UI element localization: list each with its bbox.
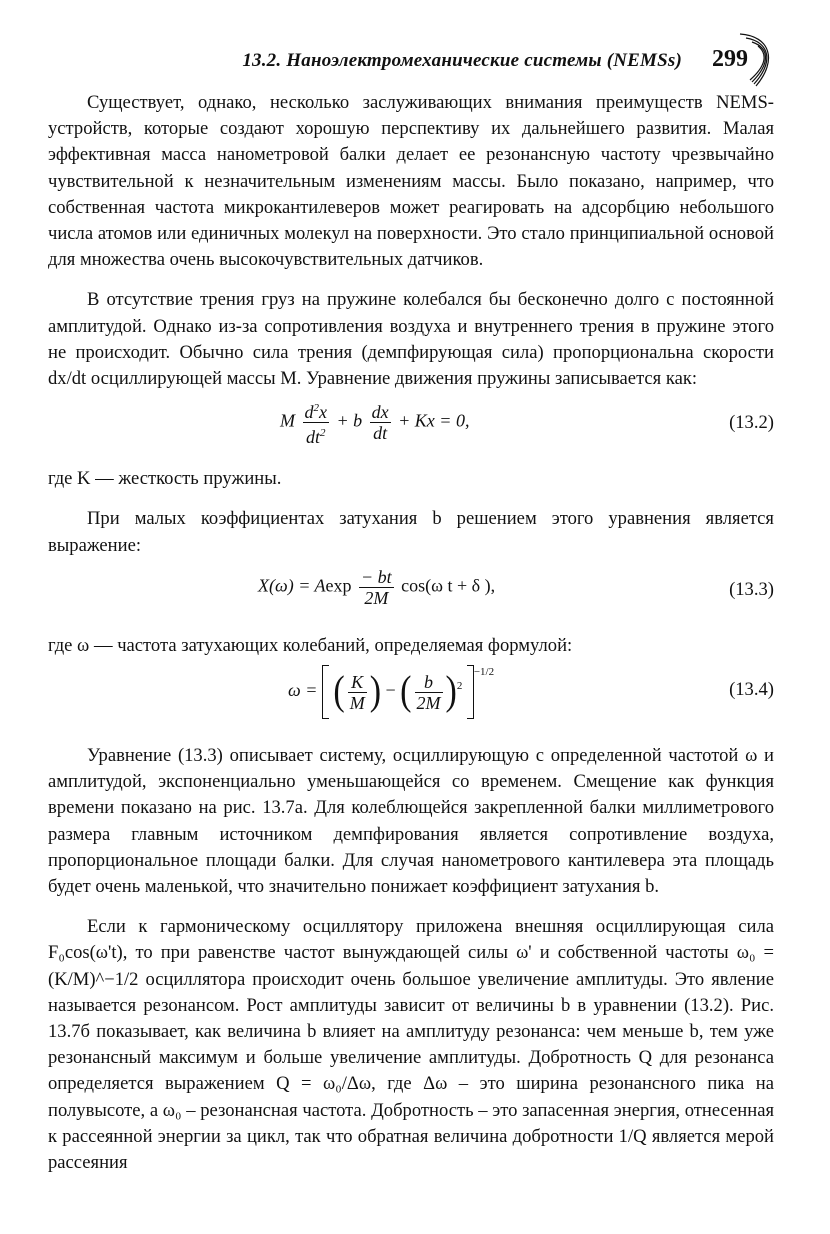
equation-13-3: X(ω) = Aexp $\frac{- bt}{2M}$ cos(ω t + δ ), (13.3) <box>258 566 774 608</box>
page-number: 299 <box>712 46 748 72</box>
paragraph-4: При малых коэффициентах затухания b решением этого уравнения является выражение: <box>48 508 774 556</box>
equation-number: (13.4) <box>729 679 774 701</box>
paragraph-2: В отсутствие трения груз на пружине колебался бы бесконечно долго с постоянной амплитудой. Однако из-за сопротивления воздуха и внутреннего трения в пружине этого не происходит. Обычно сила трения (демпфирующая сила) пропорциональна скорости dx/dt осциллирующей массы M. Уравнение движения пружины записывается как: <box>48 289 774 390</box>
paragraph-7: Если к гармоническому осциллятору приложена внешняя осциллирующая сила F₀cos(ω't), то при равенстве частот вынуждающей силы ω' и собственной частоты ω₀ = (K/M)^−1/2 осциллятора происходит очень большое увеличение амплитуды. Это явление называется резонансом. Рост амплитуды зависит от величины b в уравнении (13.2). Рис. 13.7б показывает, как величина b влияет на амплитуду резонанса: чем меньше b, тем уже резонансный максимум и больше увеличение амплитуды. Добротность Q для резонанса определяется выражением Q = ω₀/Δω, где Δω – это ширина резонансного пика на полувысоте, а ω₀ – резонансная частота. Добротность – это запасенная энергия, отнесенная к рассеянной энергии за цикл, так что обратная величина добротности 1/Q является мерой рассеяния <box>48 916 774 1174</box>
equation-number: (13.2) <box>729 412 774 434</box>
paragraph-5: где ω — частота затухающих колебаний, определяемая формулой: <box>48 634 573 656</box>
chapter-section-title: 13.2. Наноэлектромеханические системы (NEMSs) <box>242 50 682 71</box>
running-header <box>48 30 774 90</box>
paragraph-1: Существует, однако, несколько заслуживающих внимания преимуществ NEMS-устройств, которые создают хорошую перспективу их дальнейшего развития. Малая эффективная масса нанометровой балки делает ее резонансную частоту чрезвычайно чувствительной к незначительным изменениям массы. Было показано, например, что собственная частота микрокантилеверов может реагировать на адсорбцию небольшого числа атомов или единичных молекул на поверхности. Это стало принципиальной основой для множества очень высокочувствительных датчиков. <box>48 92 774 271</box>
page <box>48 30 774 1176</box>
paragraph-3: где K — жесткость пружины. <box>48 468 282 490</box>
paragraph-6: Уравнение (13.3) описывает систему, осциллирующую с определенной частотой ω и амплитудой, экспоненциально уменьшающейся со временем. Смещение как функция времени показано на рис. 13.7а. Для колеблющейся закрепленной балки миллиметрового размера главным источником демпфирования является сопротивление воздуха, пропорциональное площади балки. Для случая нанометрового кантилевера эта площадь будет очень маленькой, что значительно понижает коэффициент затухания b. <box>48 745 774 898</box>
page-corner-swirl-icon <box>730 30 782 90</box>
equation-13-4: ω = ( $\frac{K}{M}$ ) − ( $\frac{b}{2M}$ )$^2$ $^{-1/2}$ (13.4) <box>48 665 774 729</box>
equation-number: (13.3) <box>729 578 774 600</box>
equation-13-2: M $\frac{d^2x}{dt^2}$ + b $\frac{dx}{dt}$ + Kx = 0, (13.2) <box>48 398 774 456</box>
